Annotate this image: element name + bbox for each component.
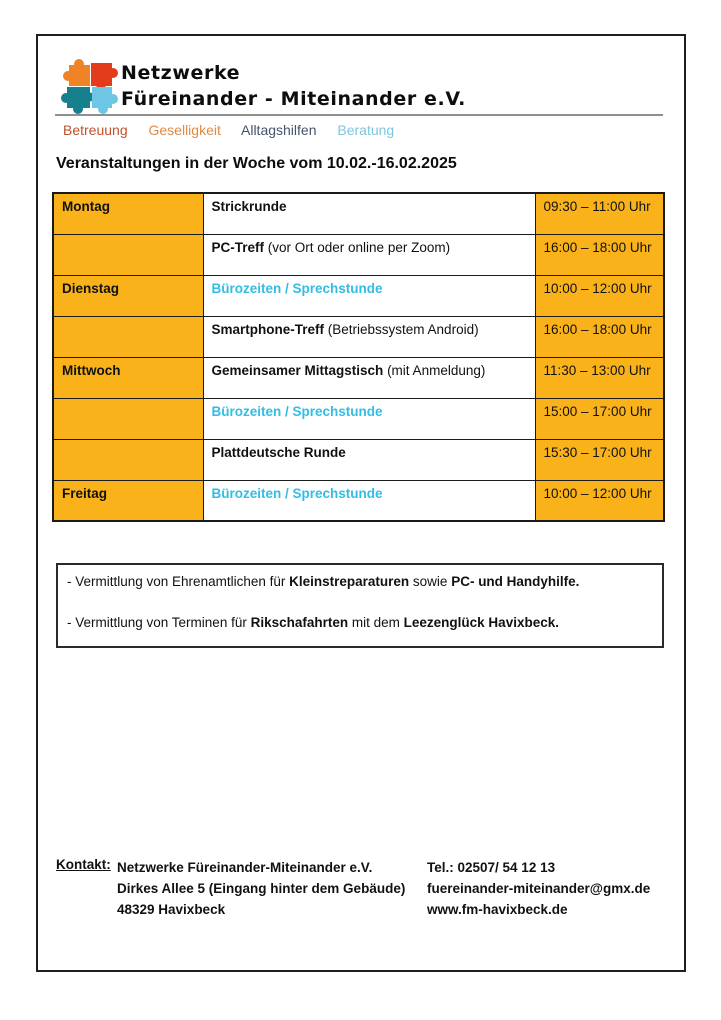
time-cell: 10:00 – 12:00 Uhr	[535, 275, 664, 316]
time-cell: 11:30 – 13:00 Uhr	[535, 357, 664, 398]
day-cell	[53, 316, 203, 357]
event-name: Bürozeiten / Sprechstunde	[211, 485, 383, 501]
day-cell: Dienstag	[53, 275, 203, 316]
event-cell	[203, 275, 535, 316]
contact-details-block	[427, 857, 650, 920]
event-name: Smartphone-Treff	[211, 321, 325, 337]
event-name: Bürozeiten / Sprechstunde	[211, 280, 383, 296]
day-cell	[53, 398, 203, 439]
contact-phone: Tel.: 02507/ 54 12 13	[427, 860, 556, 875]
event-cell	[203, 316, 535, 357]
puzzle-logo-icon	[58, 56, 122, 120]
event-name: PC-Treff	[211, 239, 265, 255]
category-nav	[63, 122, 411, 138]
contact-org-name: Netzwerke Füreinander-Miteinander e.V.	[117, 860, 373, 875]
contact-website: www.fm-havixbeck.de	[427, 902, 568, 917]
table-row	[53, 480, 664, 521]
org-title-line2: Füreinander - Miteinander e.V.	[121, 88, 466, 110]
event-cell	[203, 398, 535, 439]
event-name: Bürozeiten / Sprechstunde	[211, 403, 383, 419]
day-cell: Montag	[53, 193, 203, 234]
event-detail: (mit Anmeldung)	[383, 362, 486, 378]
day-cell: Freitag	[53, 480, 203, 521]
table-row	[53, 357, 664, 398]
table-row	[53, 316, 664, 357]
page-title: Veranstaltungen in der Woche vom 10.02.-16.02.2025	[56, 155, 457, 172]
nav-item-geselligkeit: Geselligkeit	[148, 122, 221, 138]
table-row	[53, 439, 664, 480]
info-text: - Vermittlung von Terminen für	[67, 615, 251, 630]
event-name: Gemeinsamer Mittagstisch	[211, 362, 384, 378]
nav-item-alltagshilfen: Alltagshilfen	[241, 122, 317, 138]
nav-item-betreuung: Betreuung	[63, 122, 128, 138]
event-name: Strickrunde	[211, 199, 287, 214]
contact-address-block	[117, 857, 405, 920]
weekly-schedule-table	[52, 192, 665, 522]
day-cell	[53, 234, 203, 275]
info-text: - Vermittlung von Ehrenamtlichen für	[67, 574, 290, 589]
info-bold-text: Leezenglück Havixbeck.	[403, 615, 559, 630]
info-line-rikscha	[67, 615, 559, 630]
time-cell: 15:00 – 17:00 Uhr	[535, 398, 664, 439]
event-detail: (Betriebssystem Android)	[324, 321, 479, 337]
table-row	[53, 193, 664, 234]
header-divider	[55, 114, 663, 116]
info-bold-text: Rikschafahrten	[250, 615, 349, 630]
time-cell: 09:30 – 11:00 Uhr	[535, 193, 664, 234]
event-detail: (vor Ort oder online per Zoom)	[264, 239, 451, 255]
event-name: Plattdeutsche Runde	[211, 444, 346, 460]
info-line-repairs	[67, 574, 579, 589]
table-row	[53, 234, 664, 275]
contact-city: 48329 Havixbeck	[117, 902, 226, 917]
event-cell	[203, 193, 535, 234]
time-cell: 16:00 – 18:00 Uhr	[535, 234, 664, 275]
nav-item-beratung: Beratung	[337, 122, 395, 138]
org-title-line1: Netzwerke	[121, 62, 241, 84]
info-text: sowie	[409, 574, 452, 589]
info-bold-text: Kleinstreparaturen	[289, 574, 410, 589]
info-bold-text: PC- und Handyhilfe.	[451, 574, 580, 589]
event-cell	[203, 480, 535, 521]
table-row	[53, 398, 664, 439]
table-row	[53, 275, 664, 316]
event-cell	[203, 234, 535, 275]
event-cell	[203, 357, 535, 398]
day-cell: Mittwoch	[53, 357, 203, 398]
day-cell	[53, 439, 203, 480]
event-cell	[203, 439, 535, 480]
time-cell: 10:00 – 12:00 Uhr	[535, 480, 664, 521]
time-cell: 16:00 – 18:00 Uhr	[535, 316, 664, 357]
info-text: mit dem	[348, 615, 404, 630]
contact-street: Dirkes Allee 5 (Eingang hinter dem Gebäude)	[117, 881, 406, 896]
contact-label: Kontakt:	[56, 857, 111, 872]
contact-email: fuereinander-miteinander@gmx.de	[427, 881, 651, 896]
services-info-box	[56, 563, 664, 648]
time-cell: 15:30 – 17:00 Uhr	[535, 439, 664, 480]
